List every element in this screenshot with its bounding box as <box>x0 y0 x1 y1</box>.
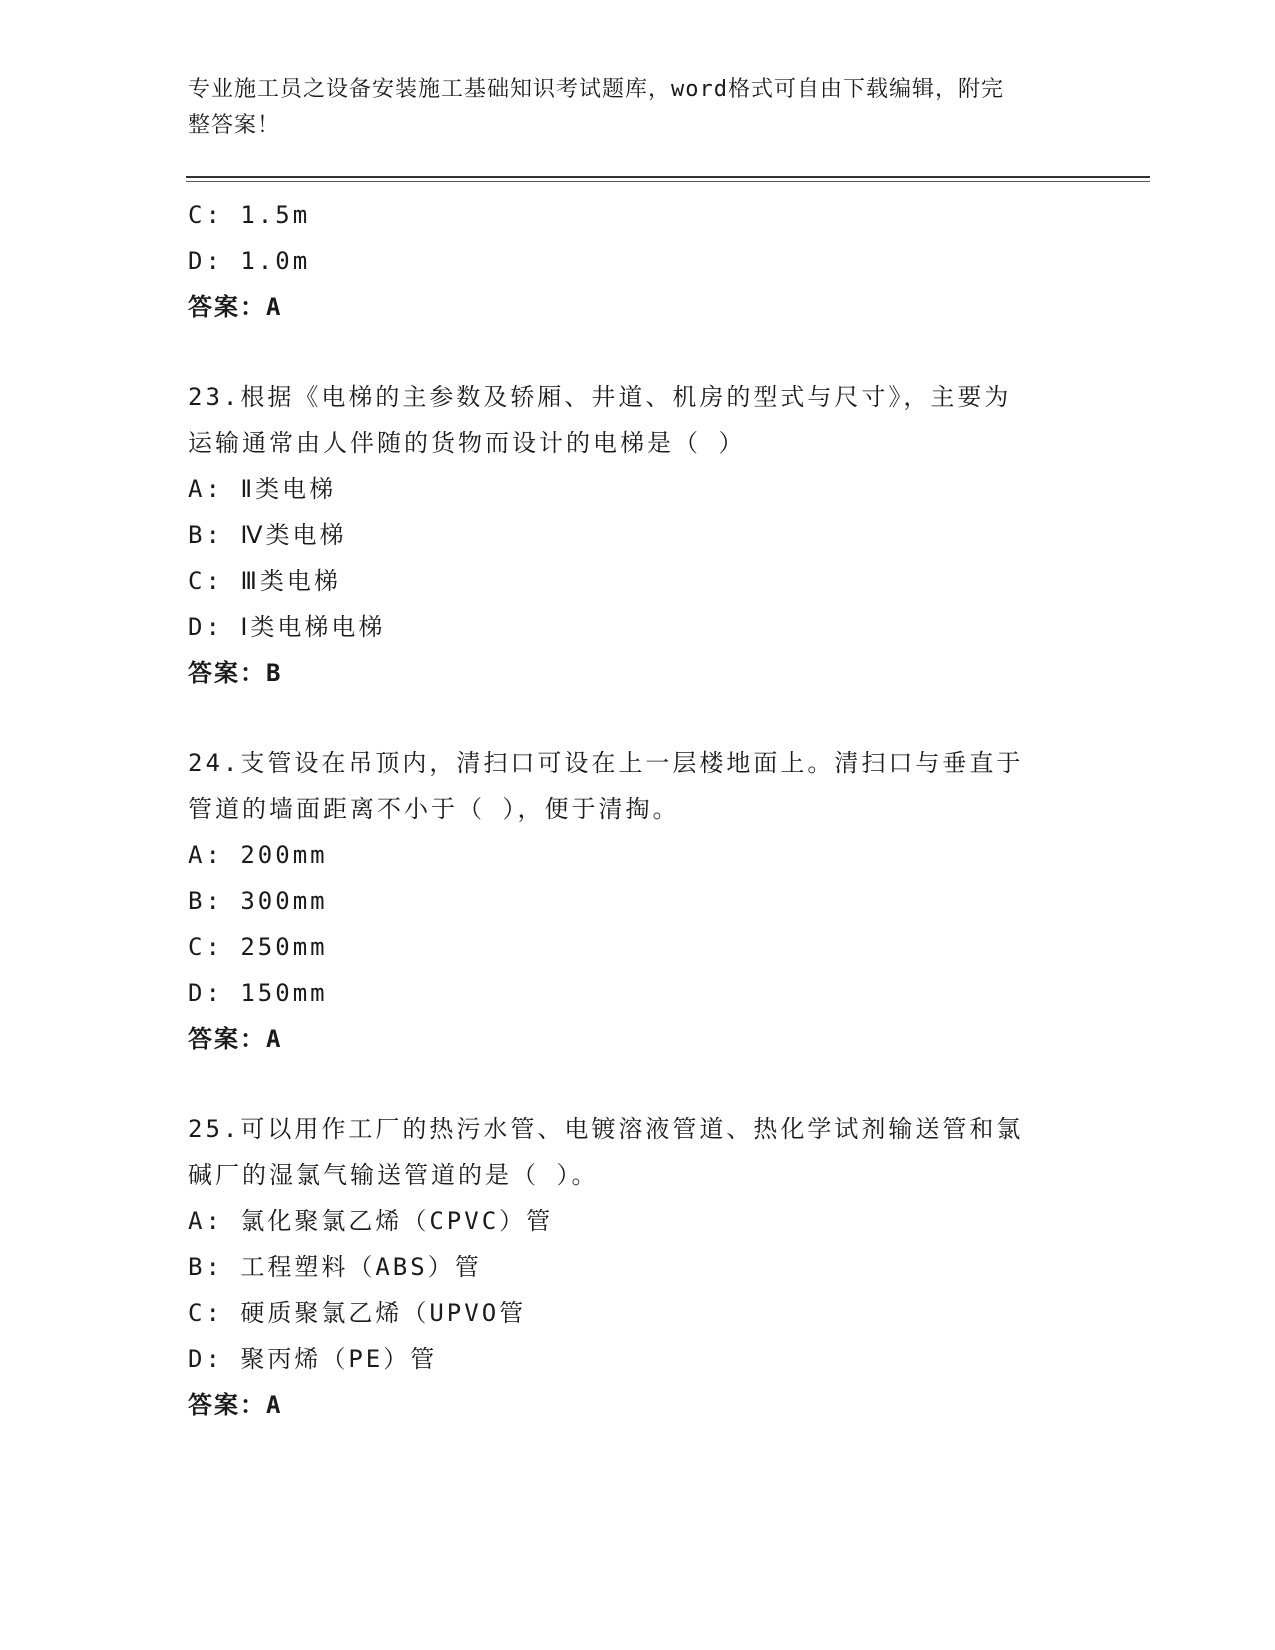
question-stem-line-1: 25.可以用作工厂的热污水管、电镀溶液管道、热化学试剂输送管和氯 <box>188 1115 1024 1143</box>
option-c: C: 硬质聚氯乙烯（UPVO管 <box>188 1299 527 1327</box>
question-stem-line-2: 碱厂的湿氯气输送管道的是（ ）。 <box>188 1161 599 1189</box>
option-d: D: 聚丙烯（PE）管 <box>188 1345 438 1373</box>
spacer <box>188 696 1088 740</box>
spacer <box>188 1062 1088 1106</box>
answer-label: 答案：A <box>188 1025 283 1053</box>
option-d: D: 150mm <box>188 979 328 1007</box>
option-a: A: 200mm <box>188 841 328 869</box>
option-b: B: 300mm <box>188 887 328 915</box>
answer-label: 答案：A <box>188 1391 283 1419</box>
header-divider-thick <box>186 176 1150 178</box>
question-24 <box>188 740 1088 1062</box>
spacer <box>188 330 1088 374</box>
question-stem-line-1: 24.支管设在吊顶内，清扫口可设在上一层楼地面上。清扫口与垂直于 <box>188 749 1024 777</box>
question-25 <box>188 1106 1088 1428</box>
question-23 <box>188 374 1088 696</box>
question-list <box>188 192 1088 1428</box>
option-d: D: 1.0m <box>188 247 311 275</box>
option-c: C: 1.5m <box>188 201 311 229</box>
answer-label: 答案：B <box>188 659 283 687</box>
header-title-line-1: 专业施工员之设备安装施工基础知识考试题库，word格式可自由下载编辑，附完 <box>188 77 1004 102</box>
question-stem-line-2: 运输通常由人伴随的货物而设计的电梯是（ ） <box>188 429 746 457</box>
header-divider-thin <box>186 181 1150 182</box>
option-c: C: 250mm <box>188 933 328 961</box>
question-22 <box>188 192 1088 330</box>
option-b: B: Ⅳ类电梯 <box>188 521 347 549</box>
option-b: B: 工程塑料（ABS）管 <box>188 1253 482 1281</box>
question-stem-line-2: 管道的墙面距离不小于（ ），便于清掏。 <box>188 795 680 823</box>
question-stem-line-1: 23.根据《电梯的主参数及轿厢、井道、机房的型式与尺寸》，主要为 <box>188 383 1012 411</box>
answer-label: 答案：A <box>188 293 283 321</box>
option-d: D: Ⅰ类电梯电梯 <box>188 613 386 641</box>
option-a: A: Ⅱ类电梯 <box>188 475 337 503</box>
option-c: C: Ⅲ类电梯 <box>188 567 341 595</box>
page-header <box>188 72 1068 144</box>
header-title-line-2: 整答案！ <box>188 113 281 138</box>
option-a: A: 氯化聚氯乙烯（CPVC）管 <box>188 1207 554 1235</box>
